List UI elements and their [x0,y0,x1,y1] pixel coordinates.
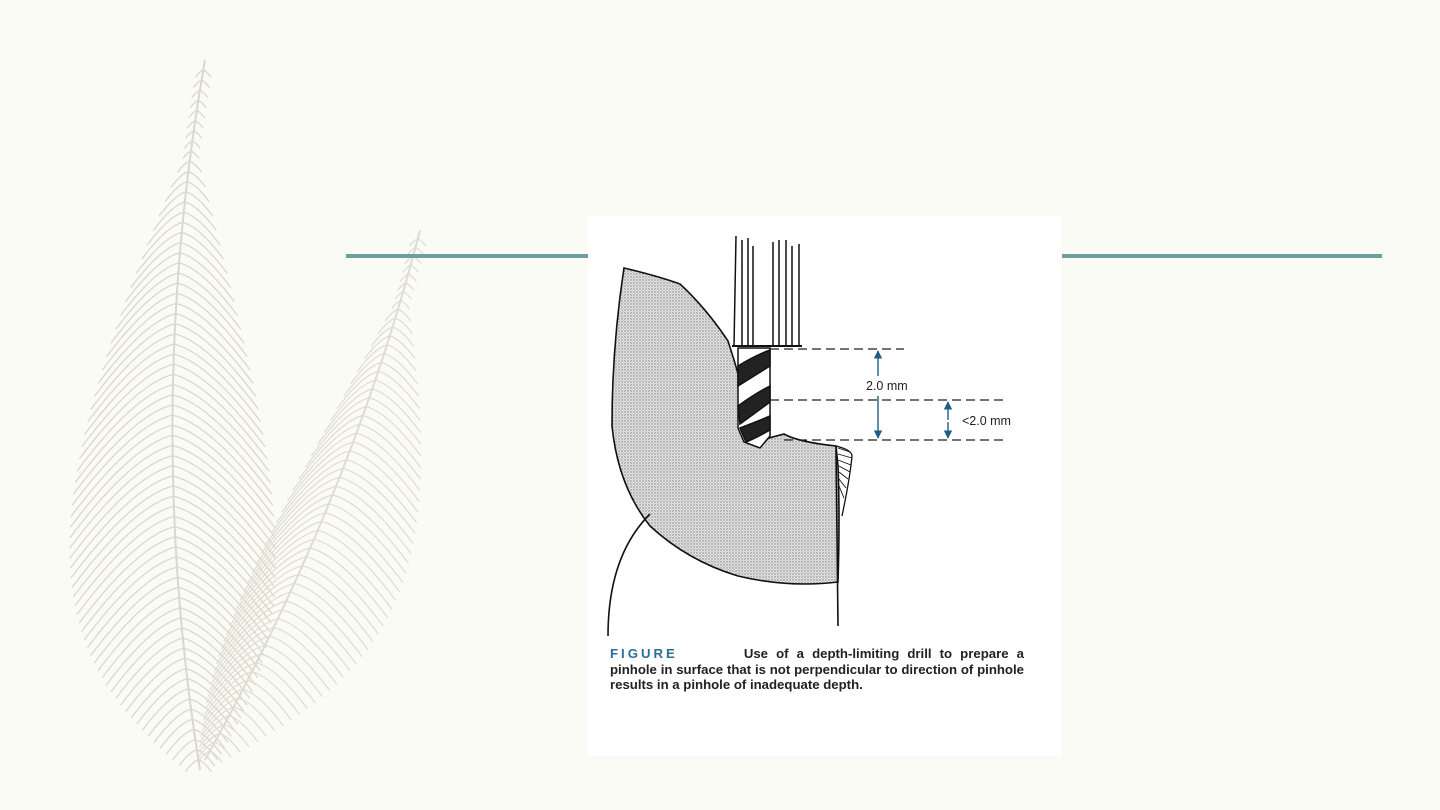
dimension-upper-label: 2.0 mm [866,379,908,393]
dimension-lower-label: <2.0 mm [962,414,1011,428]
drill-diagram [588,216,1062,636]
dimension-arrows [878,351,948,438]
right-divider-line [1062,254,1382,258]
figure-caption [610,646,1024,693]
adjacent-contour [608,514,650,636]
figure-label: FIGURE [610,646,678,661]
drill-shank [732,236,802,346]
feather-left-icon [70,60,276,771]
figure-card [588,216,1062,756]
figure-caption-text: Use of a depth-limiting drill to prepare a pinhole in surface that is not perpendicular to direction of pinhole results in a pinhole of inadequate depth. [610,646,1024,693]
tooth-section [612,268,839,584]
drill-bit [738,348,770,448]
left-divider-line [346,254,590,258]
feather-decoration [0,0,520,810]
